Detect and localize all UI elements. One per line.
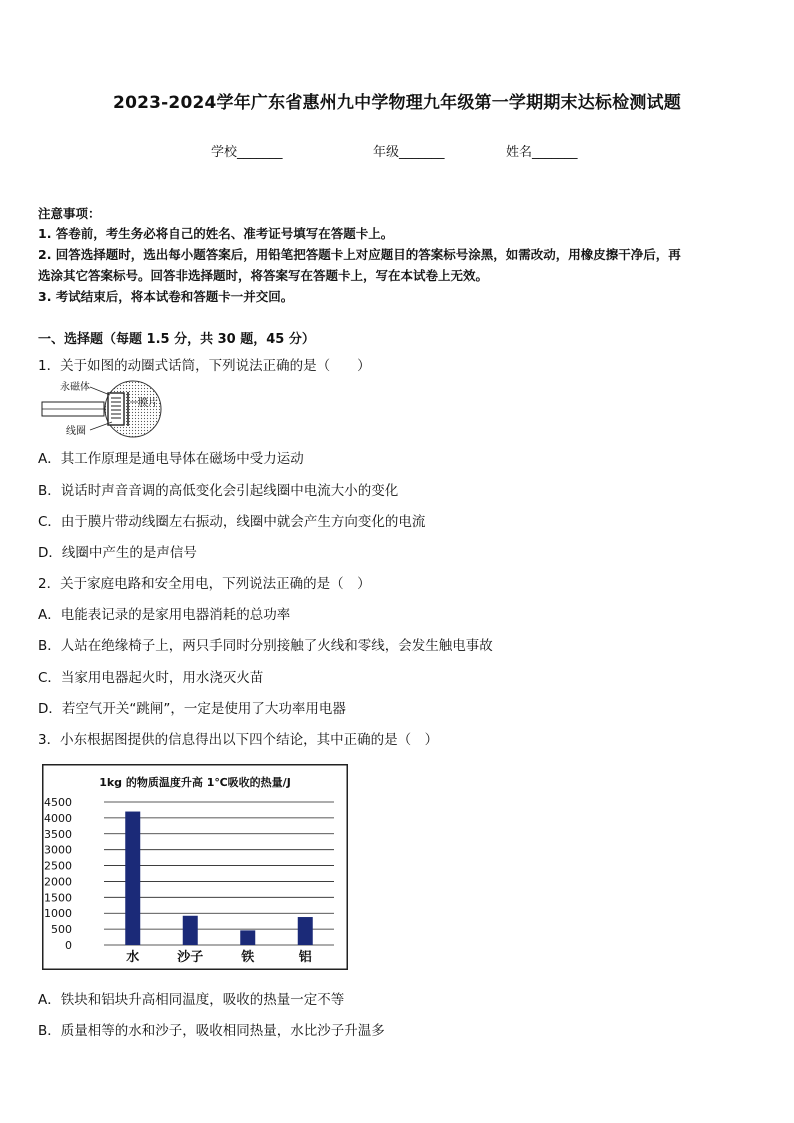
note-item: 1. 答卷前，考生务必将自己的姓名、准考证号填写在答题卡上。 xyxy=(38,226,394,241)
chart-bar xyxy=(298,917,313,945)
heat-chart xyxy=(42,764,348,970)
chart-ytick-label: 1500 xyxy=(44,891,72,905)
question-2-option-c: C．当家用电器起火时，用水浇灭火苗 xyxy=(38,670,264,686)
question-3-option-b: B．质量相等的水和沙子，吸收相同热量，水比沙子升温多 xyxy=(38,1023,385,1039)
question-2-option-b: B．人站在绝缘椅子上，两只手同时分别接触了火线和零线，会发生触电事故 xyxy=(38,638,493,654)
figure-label-magnet: 永磁体 xyxy=(60,382,90,393)
chart-title: 1kg 的物质温度升高 1℃吸收的热量/J xyxy=(99,776,291,789)
page-title: 2023-2024学年广东省惠州九中学物理九年级第一学期期末达标检测试题 xyxy=(113,93,681,113)
question-1-option-c: C．由于膜片带动线圈左右振动，线圈中就会产生方向变化的电流 xyxy=(38,514,426,530)
question-1-option-d: D．线圈中产生的是声信号 xyxy=(38,545,197,561)
figure-label-membrane: 膜片 xyxy=(138,398,158,409)
chart-bar xyxy=(125,812,140,945)
chart-ytick-label: 4000 xyxy=(44,811,72,825)
chart-ytick-label: 1000 xyxy=(44,907,72,921)
chart-ytick-label: 4500 xyxy=(44,796,72,809)
chart-ytick-label: 500 xyxy=(51,923,72,937)
chart-ytick-label: 0 xyxy=(65,939,72,952)
question-2-option-d: D．若空气开关“跳闸”，一定是使用了大功率用电器 xyxy=(38,701,346,717)
note-item: 2. 回答选择题时，选出每小题答案后，用铅笔把答题卡上对应题目的答案标号涂黑，如需改动，用橡皮擦干净后，再 xyxy=(38,247,681,262)
microphone-figure xyxy=(38,378,164,440)
school-field: 学校_______ xyxy=(211,145,283,160)
name-field: 姓名_______ xyxy=(506,145,578,160)
chart-xtick-label: 铁 xyxy=(241,950,255,965)
chart-bar xyxy=(183,916,198,945)
chart-xtick-label: 水 xyxy=(126,950,140,965)
note-item: 选涂其它答案标号。回答非选择题时，将答案写在答题卡上，写在本试卷上无效。 xyxy=(38,268,489,283)
grade-field: 年级_______ xyxy=(373,145,445,160)
question-3-option-a: A．铁块和铝块升高相同温度，吸收的热量一定不等 xyxy=(38,992,345,1008)
question-1-option-b: B．说话时声音音调的高低变化会引起线圈中电流大小的变化 xyxy=(38,483,399,499)
question-2-option-a: A．电能表记录的是家用电器消耗的总功率 xyxy=(38,607,291,623)
question-2-stem: 2．关于家庭电路和安全用电，下列说法正确的是（ ） xyxy=(38,576,371,592)
notes-heading: 注意事项： xyxy=(38,206,101,221)
chart-xtick-label: 沙子 xyxy=(177,950,204,965)
heat-chart-svg xyxy=(42,764,348,970)
section-heading: 一、选择题（每题 1.5 分，共 30 题，45 分） xyxy=(38,332,315,347)
chart-xtick-label: 铝 xyxy=(298,950,312,965)
chart-ytick-label: 2500 xyxy=(44,859,72,873)
microphone-diagram xyxy=(38,378,164,440)
figure-label-coil: 线圈 xyxy=(66,426,86,437)
chart-ytick-label: 2000 xyxy=(44,875,72,889)
chart-bar xyxy=(240,930,255,945)
note-item: 3. 考试结束后，将本试卷和答题卡一并交回。 xyxy=(38,289,294,304)
question-3-stem: 3．小东根据图提供的信息得出以下四个结论，其中正确的是（ ） xyxy=(38,732,439,748)
chart-ytick-label: 3000 xyxy=(44,843,72,857)
chart-ytick-label: 3500 xyxy=(44,827,72,841)
question-1-option-a: A．其工作原理是通电导体在磁场中受力运动 xyxy=(38,451,304,467)
question-1-stem: 1．关于如图的动圈式话筒，下列说法正确的是（ ） xyxy=(38,358,371,374)
